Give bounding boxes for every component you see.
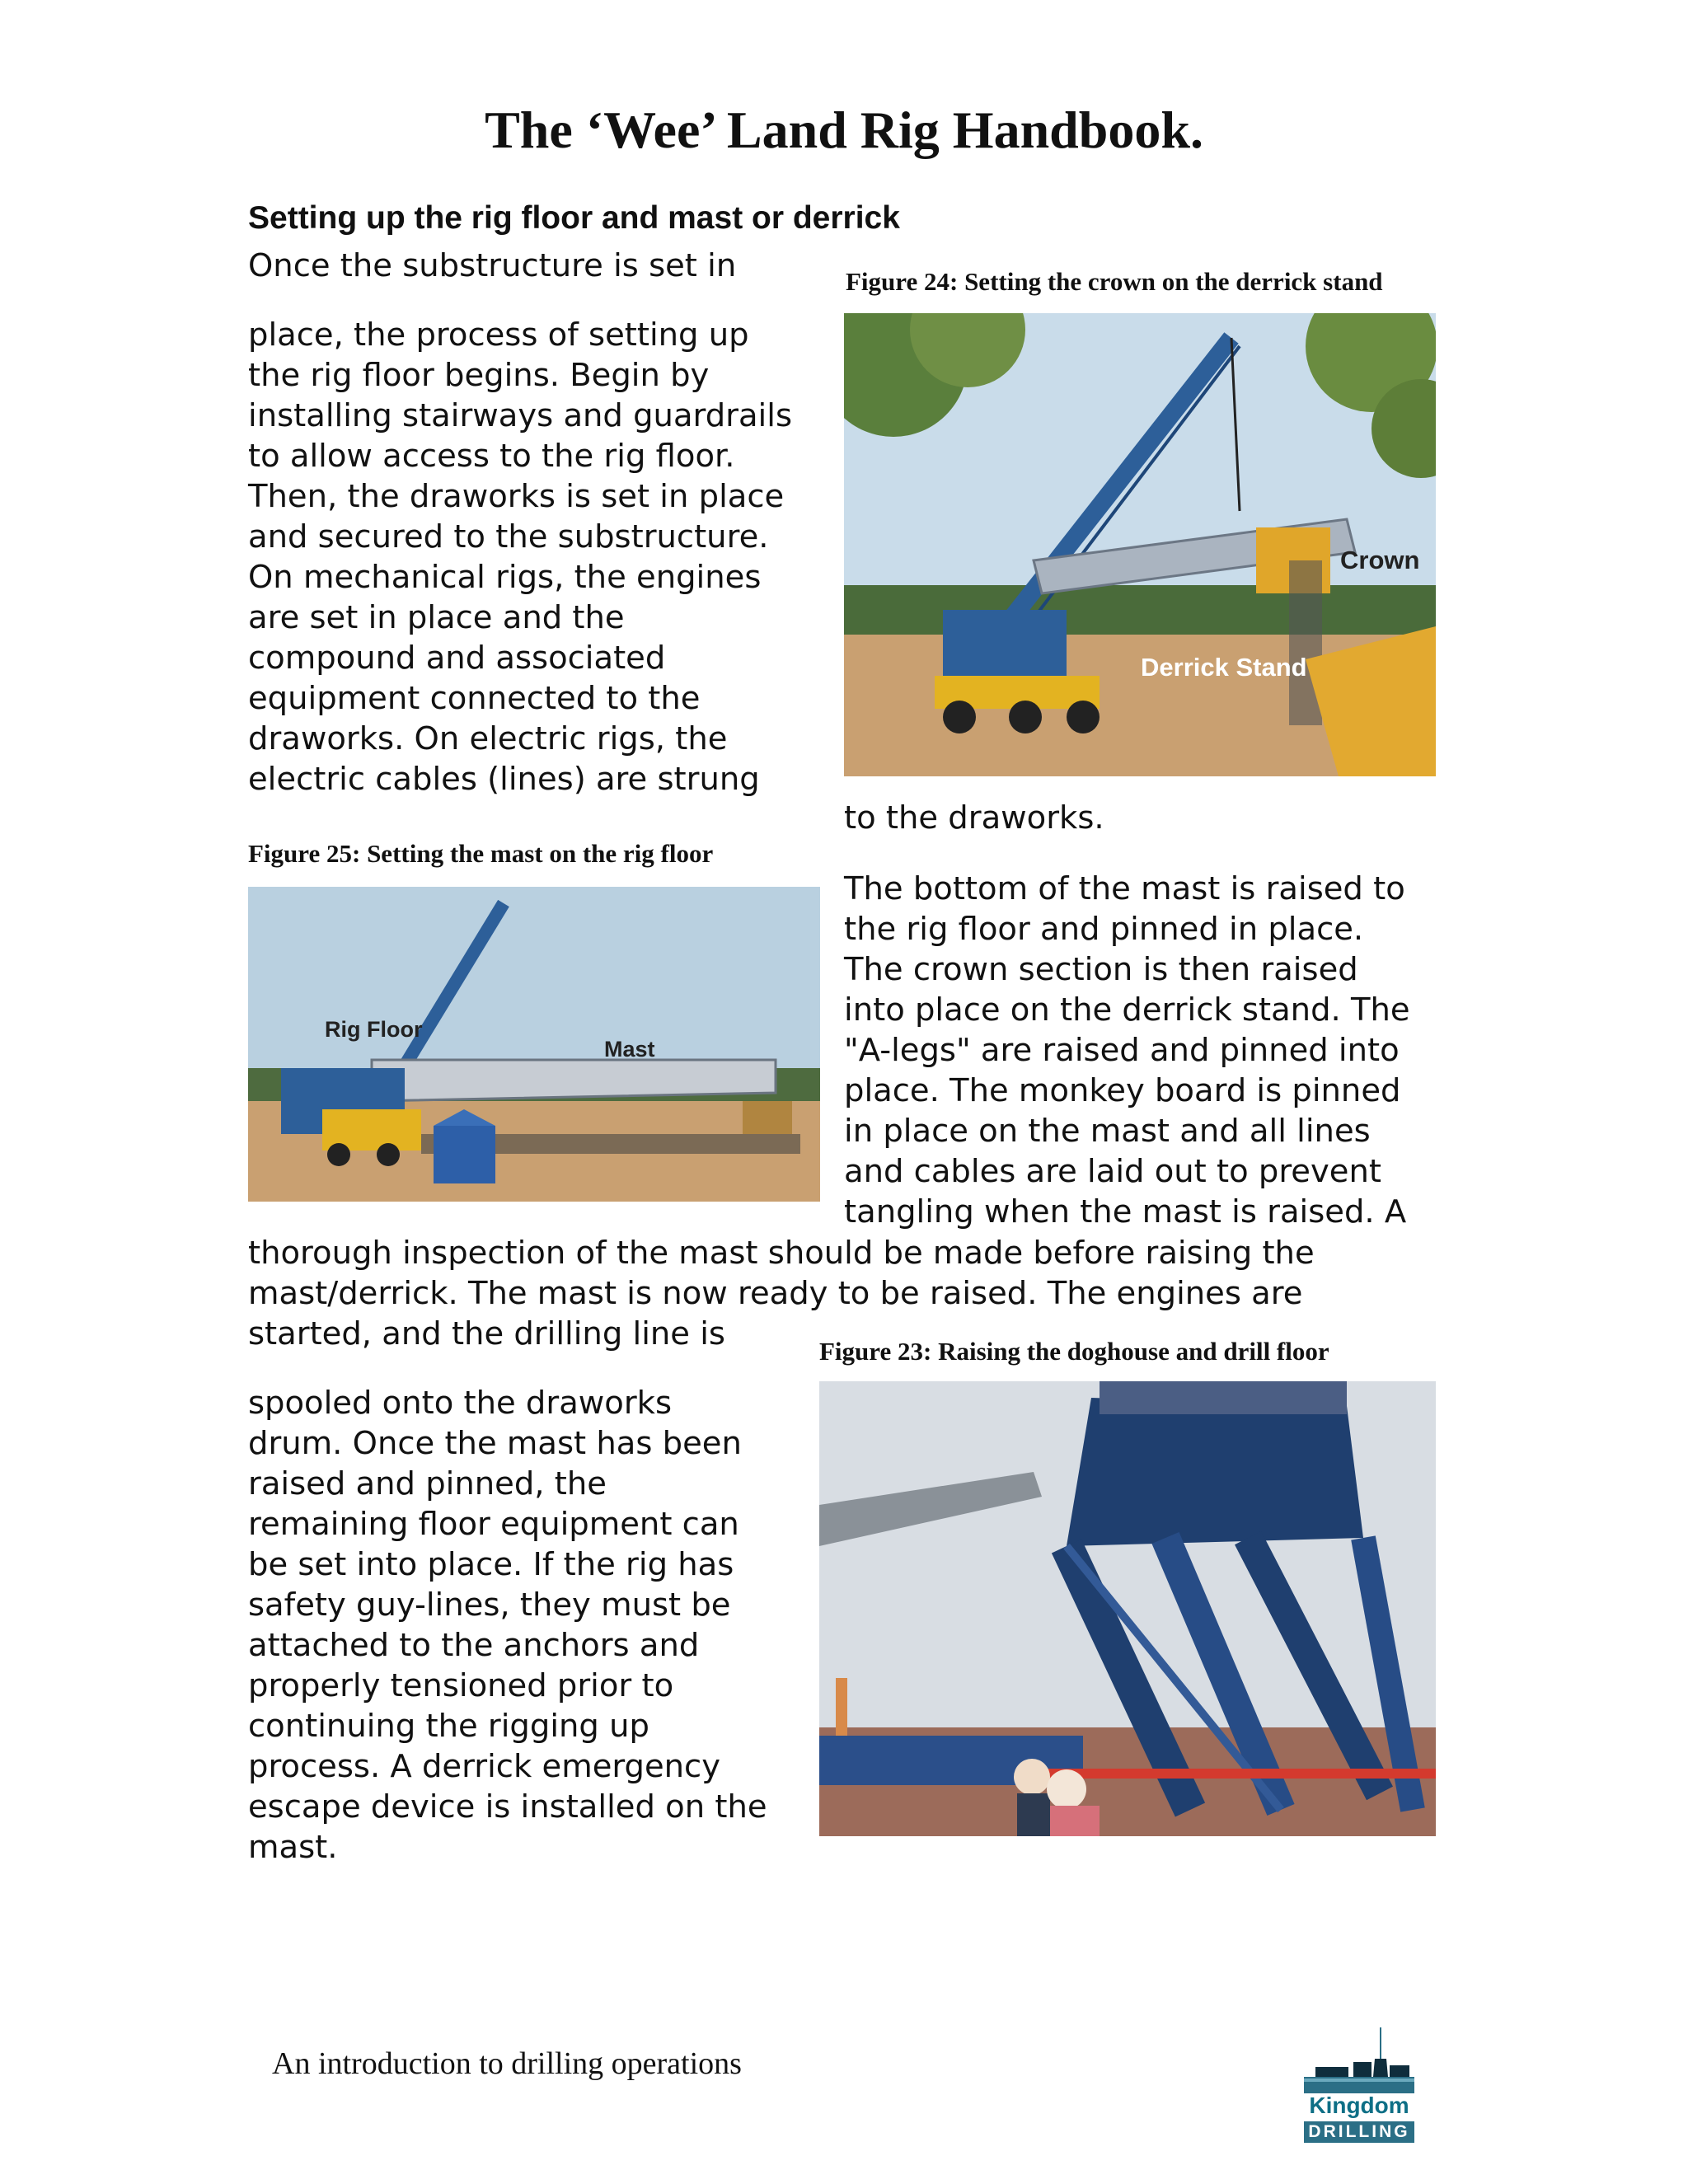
text-line: thorough inspection of the mast should be made before raising the	[248, 1235, 1315, 1272]
text-line: to the draworks.	[844, 799, 1104, 837]
figure-25-caption: Figure 25: Setting the mast on the rig floor	[248, 839, 714, 868]
figure-23-photo	[819, 1381, 1436, 1836]
text-line: mast/derrick. The mast is now ready to be raised. The engines are	[248, 1275, 1303, 1312]
derrick-stand-label: Derrick Stand	[1141, 653, 1307, 682]
text-line: escape device is installed on the	[248, 1788, 767, 1825]
text-line: The bottom of the mast is raised to	[844, 870, 1405, 907]
text-line: safety guy-lines, they must be	[248, 1586, 731, 1624]
rig-floor-label: Rig Floor	[325, 1017, 423, 1042]
text-line: started, and the drilling line is	[248, 1315, 725, 1352]
text-line: draworks. On electric rigs, the	[248, 720, 728, 757]
text-line: the rig floor and pinned in place.	[844, 911, 1364, 948]
doghouse-drill-floor-illustration	[819, 1381, 1436, 1836]
text-line: drum. Once the mast has been	[248, 1425, 742, 1462]
kingdom-drilling-logo	[1299, 2026, 1419, 2149]
text-line: in place on the mast and all lines	[844, 1113, 1371, 1150]
crane-derrick-illustration	[844, 313, 1436, 776]
figure-23-caption: Figure 23: Raising the doghouse and drill floor	[819, 1337, 1329, 1366]
logo-subtitle: DRILLING	[1304, 2121, 1414, 2143]
text-line: are set in place and the	[248, 599, 625, 636]
paragraph-block-2	[248, 315, 792, 799]
mast-rig-floor-illustration	[248, 887, 820, 1202]
text-line: remaining floor equipment can	[248, 1506, 739, 1543]
text-line: installing stairways and guardrails	[248, 397, 793, 434]
text-line: place. The monkey board is pinned	[844, 1072, 1401, 1109]
text-line: place, the process of setting up	[248, 316, 749, 354]
text-line: the rig floor begins. Begin by	[248, 357, 710, 394]
crown-label: Crown	[1340, 546, 1420, 574]
text-line: properly tensioned prior to	[248, 1667, 674, 1704]
text-line: continuing the rigging up	[248, 1708, 649, 1745]
text-line: Once the substructure is set in	[248, 247, 737, 284]
text-line: On mechanical rigs, the engines	[248, 559, 762, 596]
text-line: process. A derrick emergency	[248, 1748, 721, 1785]
paragraph-block-3	[844, 798, 1104, 838]
logo-wordmark: Kingdom	[1309, 2093, 1409, 2118]
paragraph-block-1	[248, 246, 736, 286]
figure-24-caption: Figure 24: Setting the crown on the derrick stand	[846, 267, 1383, 296]
figure-25-photo	[248, 887, 820, 1202]
text-line: raised and pinned, the	[248, 1465, 607, 1502]
page-title: The ‘Wee’ Land Rig Handbook.	[485, 101, 1203, 159]
paragraph-block-4	[844, 869, 1410, 1232]
mast-label: Mast	[604, 1037, 655, 1062]
text-line: to allow access to the rig floor.	[248, 438, 735, 475]
text-line: tangling when the mast is raised. A	[844, 1193, 1407, 1230]
text-line: The crown section is then raised	[844, 951, 1358, 988]
text-line: mast.	[248, 1829, 338, 1866]
section-heading: Setting up the rig floor and mast or derrick	[248, 200, 900, 236]
text-line: Then, the draworks is set in place	[248, 478, 785, 515]
footer-text: An introduction to drilling operations	[272, 2046, 742, 2081]
oil-derrick-icon	[1299, 2026, 1419, 2095]
text-line: electric cables (lines) are strung	[248, 761, 760, 798]
text-line: into place on the derrick stand. The	[844, 991, 1410, 1029]
text-line: "A-legs" are raised and pinned into	[844, 1032, 1400, 1069]
text-line: spooled onto the draworks	[248, 1385, 673, 1422]
text-line: be set into place. If the rig has	[248, 1546, 734, 1583]
paragraph-block-6	[248, 1383, 767, 1868]
text-line: equipment connected to the	[248, 680, 701, 717]
text-line: compound and associated	[248, 640, 666, 677]
text-line: attached to the anchors and	[248, 1627, 700, 1664]
figure-24-photo	[844, 313, 1436, 776]
text-line: and secured to the substructure.	[248, 518, 769, 555]
text-line: and cables are laid out to prevent	[844, 1153, 1381, 1190]
